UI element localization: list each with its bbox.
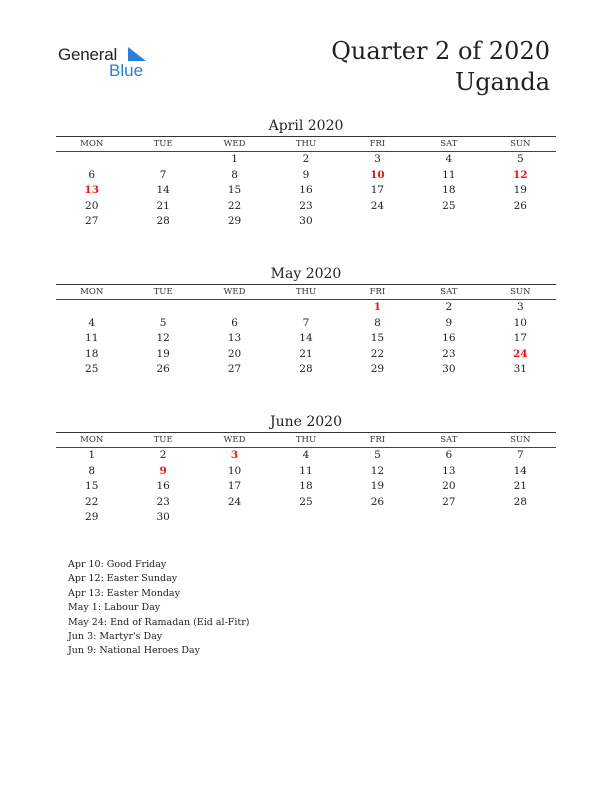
day-cell: 11 xyxy=(299,464,313,477)
day-cell: 6 xyxy=(445,449,453,461)
day-cell: 5 xyxy=(159,316,167,329)
day-cell: 23 xyxy=(156,495,170,508)
day-cell: 12 xyxy=(156,332,170,345)
day-cell: 23 xyxy=(442,347,456,360)
day-cell: 25 xyxy=(442,199,456,212)
generalblue-logo xyxy=(58,44,158,84)
day-cell: 3 xyxy=(374,153,381,165)
day-cell: 2 xyxy=(302,153,310,165)
day-cell: 6 xyxy=(231,316,238,329)
weekday-header: MON xyxy=(56,433,127,448)
month-grid xyxy=(56,136,556,230)
empty-day-cell xyxy=(270,300,341,316)
day-cell: 21 xyxy=(156,199,170,212)
page-title: Quarter 2 of 2020 xyxy=(331,37,550,65)
empty-day-cell xyxy=(199,300,270,316)
day-cell: 20 xyxy=(442,480,456,493)
weekday-header: SUN xyxy=(485,433,556,448)
day-cell: 4 xyxy=(88,316,96,329)
weekday-header: TUE xyxy=(127,433,198,448)
day-cell: 1 xyxy=(231,153,238,165)
holiday-item: Apr 12: Easter Sunday xyxy=(68,573,178,585)
month-june xyxy=(56,412,556,526)
day-cell: 19 xyxy=(370,480,385,493)
weekday-header: MON xyxy=(56,137,127,152)
weekday-header: SUN xyxy=(485,285,556,300)
day-cell: 24 xyxy=(370,199,385,212)
day-cell: 26 xyxy=(370,495,385,508)
title-block xyxy=(331,36,550,98)
weekday-header: SUN xyxy=(485,137,556,152)
day-cell: 11 xyxy=(442,168,456,181)
empty-day-cell xyxy=(56,152,127,168)
day-cell: 17 xyxy=(513,332,527,345)
day-cell: 29 xyxy=(370,363,385,376)
day-cell: 7 xyxy=(302,316,310,329)
day-cell: 13 xyxy=(227,332,242,345)
day-cell: 7 xyxy=(159,168,167,181)
day-cell: 14 xyxy=(513,464,527,477)
holiday-day-cell: 3 xyxy=(230,449,239,461)
weekday-header: SAT xyxy=(413,285,484,300)
logo-blue-text: Blue xyxy=(109,61,144,80)
day-cell: 15 xyxy=(227,184,242,197)
day-cell: 14 xyxy=(299,332,313,345)
day-cell: 28 xyxy=(156,215,170,228)
weekday-header: WED xyxy=(199,433,270,448)
day-cell: 20 xyxy=(227,347,242,360)
day-cell: 20 xyxy=(85,199,99,212)
day-cell: 15 xyxy=(370,332,385,345)
weekday-header: FRI xyxy=(342,285,413,300)
day-cell: 3 xyxy=(516,301,524,313)
day-cell: 8 xyxy=(374,316,381,329)
holiday-day-cell: 12 xyxy=(512,168,528,181)
day-cell: 18 xyxy=(299,480,313,493)
day-cell: 9 xyxy=(445,316,453,329)
weekday-header: FRI xyxy=(342,137,413,152)
month-grid xyxy=(56,432,556,526)
month-may xyxy=(56,264,556,378)
weekday-header: THU xyxy=(270,433,341,448)
day-cell: 8 xyxy=(231,168,238,181)
month-title: June 2020 xyxy=(269,414,342,430)
holiday-day-cell: 24 xyxy=(512,347,528,360)
weekday-header: SAT xyxy=(413,433,484,448)
day-cell: 2 xyxy=(159,449,167,461)
day-cell: 5 xyxy=(516,153,524,165)
day-cell: 22 xyxy=(227,199,242,212)
weekday-header: THU xyxy=(270,285,341,300)
day-cell: 17 xyxy=(227,480,242,493)
weekday-header: SAT xyxy=(413,137,484,152)
holiday-item: Jun 3: Martyr's Day xyxy=(68,631,163,643)
day-cell: 22 xyxy=(370,347,385,360)
day-cell: 30 xyxy=(442,363,456,376)
holiday-day-cell: 9 xyxy=(159,464,167,477)
day-cell: 21 xyxy=(299,347,313,360)
month-title: May 2020 xyxy=(270,266,342,282)
day-cell: 5 xyxy=(374,449,381,461)
day-cell: 17 xyxy=(370,184,385,197)
day-cell: 27 xyxy=(442,495,456,508)
holiday-day-cell: 10 xyxy=(370,168,385,181)
day-cell: 13 xyxy=(442,464,456,477)
weekday-header: MON xyxy=(56,285,127,300)
holiday-day-cell: 1 xyxy=(373,301,382,313)
day-cell: 11 xyxy=(85,332,99,345)
day-cell: 25 xyxy=(299,495,313,508)
day-cell: 16 xyxy=(442,332,456,345)
day-cell: 27 xyxy=(227,363,242,376)
day-cell: 21 xyxy=(513,480,527,493)
empty-day-cell xyxy=(127,300,198,316)
holiday-item: Apr 13: Easter Monday xyxy=(68,587,180,599)
day-cell: 30 xyxy=(156,511,170,524)
weekday-header: WED xyxy=(199,137,270,152)
holiday-list xyxy=(68,558,249,659)
day-cell: 10 xyxy=(227,464,242,477)
day-cell: 12 xyxy=(370,464,385,477)
day-cell: 4 xyxy=(445,153,453,165)
day-cell: 19 xyxy=(156,347,170,360)
day-cell: 16 xyxy=(299,184,313,197)
day-cell: 15 xyxy=(85,480,99,493)
empty-day-cell xyxy=(127,152,198,168)
month-grid xyxy=(56,284,556,378)
holiday-day-cell: 13 xyxy=(84,184,100,197)
day-cell: 26 xyxy=(156,363,170,376)
weekday-header: TUE xyxy=(127,137,198,152)
day-cell: 14 xyxy=(156,184,170,197)
day-cell: 4 xyxy=(302,449,310,461)
day-cell: 2 xyxy=(445,301,453,313)
month-title: April 2020 xyxy=(268,118,344,134)
day-cell: 28 xyxy=(513,495,527,508)
day-cell: 9 xyxy=(302,168,310,181)
day-cell: 18 xyxy=(85,347,99,360)
day-cell: 19 xyxy=(513,184,527,197)
day-cell: 22 xyxy=(85,495,99,508)
day-cell: 29 xyxy=(227,215,242,228)
holiday-item: Jun 9: National Heroes Day xyxy=(68,645,201,657)
day-cell: 10 xyxy=(513,316,527,329)
weekday-header: TUE xyxy=(127,285,198,300)
weekday-header: THU xyxy=(270,137,341,152)
day-cell: 25 xyxy=(85,363,99,376)
day-cell: 28 xyxy=(299,363,313,376)
month-april xyxy=(56,116,556,230)
day-cell: 29 xyxy=(85,511,99,524)
day-cell: 7 xyxy=(516,449,524,461)
holiday-item: May 1: Labour Day xyxy=(68,602,161,614)
day-cell: 26 xyxy=(513,199,527,212)
day-cell: 27 xyxy=(85,215,99,228)
day-cell: 30 xyxy=(299,215,313,228)
country-name: Uganda xyxy=(454,68,550,96)
holiday-item: Apr 10: Good Friday xyxy=(68,559,167,570)
holiday-item: May 24: End of Ramadan (Eid al-Fitr) xyxy=(68,616,250,628)
day-cell: 18 xyxy=(442,184,456,197)
day-cell: 8 xyxy=(88,464,96,477)
weekday-header: FRI xyxy=(342,433,413,448)
day-cell: 24 xyxy=(227,495,242,508)
day-cell: 16 xyxy=(156,480,170,493)
day-cell: 31 xyxy=(513,363,527,376)
day-cell: 23 xyxy=(299,199,313,212)
day-cell: 6 xyxy=(88,168,96,181)
day-cell: 1 xyxy=(88,449,96,461)
logo-general-text: General xyxy=(58,45,118,64)
weekday-header: WED xyxy=(199,285,270,300)
empty-day-cell xyxy=(56,300,127,316)
